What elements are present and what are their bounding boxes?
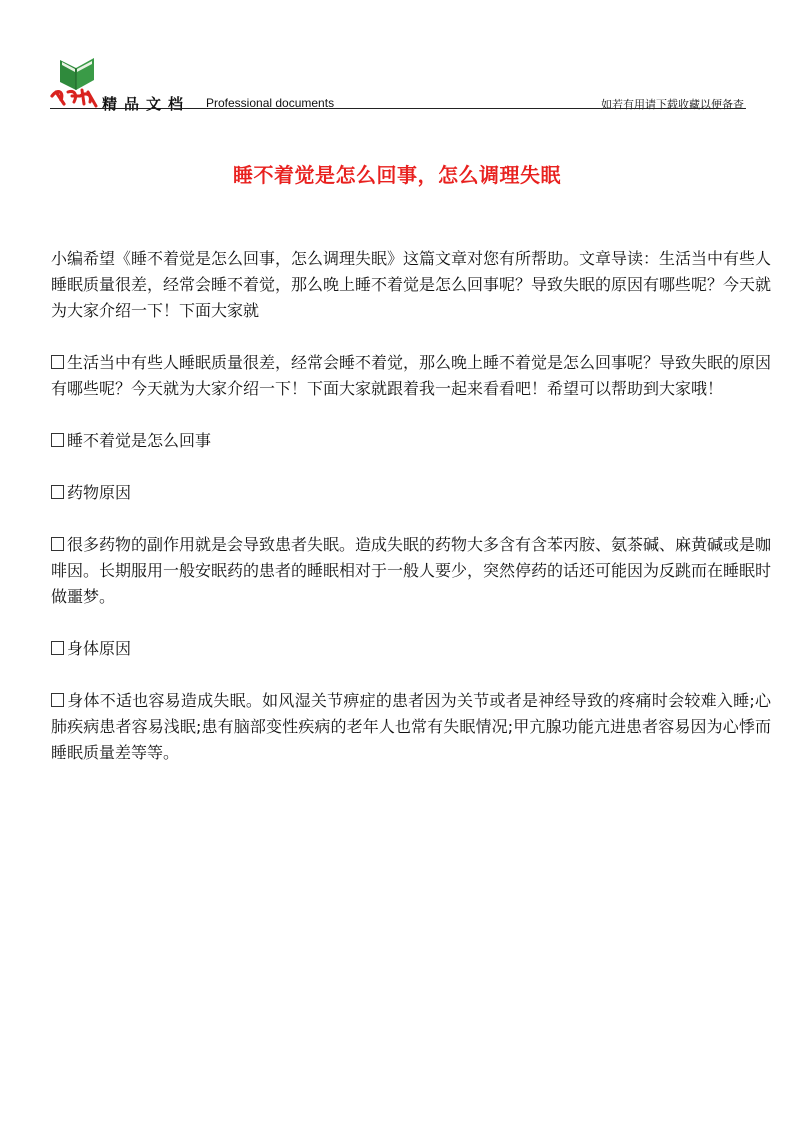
bullet-box-icon [51,355,64,369]
document-title: 睡不着觉是怎么回事，怎么调理失眠 [233,163,561,187]
paragraph-text: 小编希望《睡不着觉是怎么回事，怎么调理失眠》这篇文章对您有所帮助。文章导读：生活当中有些人睡眠质量很差，经常会睡不着觉，那么晚上睡不着觉是怎么回事呢？导致失眠的原因有哪些呢？今天就为大家介绍一下！下面大家就 [51,249,772,320]
paragraph [51,688,771,766]
bullet-box-icon [51,485,64,499]
bullet-box-icon [51,641,64,655]
paragraph-text: 身体原因 [67,639,132,658]
paragraph-text: 睡不着觉是怎么回事 [67,431,212,450]
paragraph-text: 很多药物的副作用就是会导致患者失眠。造成失眠的药物大多含有含苯丙胺、氨茶碱、麻黄碱或是咖啡因。长期服用一般安眠药的患者的睡眠相对于一般人要少，突然停药的话还可能因为反跳而在睡眠时做噩梦。 [51,535,772,606]
brand-subtitle: Professional documents [206,96,335,110]
header-divider [50,108,746,109]
paragraph [51,532,771,610]
paragraph-text: 生活当中有些人睡眠质量很差，经常会睡不着觉，那么晚上睡不着觉是怎么回事呢？导致失眠的原因有哪些呢？今天就为大家介绍一下！下面大家就跟着我一起来看看吧！希望可以帮助到大家哦！ [51,353,772,398]
bullet-box-icon [51,537,64,551]
section-heading [51,428,771,454]
document-body [51,246,771,766]
book-logo-icon [50,52,102,108]
brand-name: 精品文档 [102,95,191,113]
section-heading [51,636,771,662]
paragraph-text: 药物原因 [67,483,132,502]
header-note: 如若有用请下载收藏以便备查 [601,98,744,111]
paragraph [51,350,771,402]
bullet-box-icon [51,693,64,707]
paragraph-text: 身体不适也容易造成失眠。如风湿关节痹症的患者因为关节或者是神经导致的疼痛时会较难入睡;心肺疾病患者容易浅眠;患有脑部变性疾病的老年人也常有失眠情况;甲亢腺功能亢进患者容易因为心悸而睡眠质量差等等。 [51,691,771,762]
bullet-box-icon [51,433,64,447]
paragraph [51,246,771,324]
section-heading [51,480,771,506]
page-header [50,52,746,112]
